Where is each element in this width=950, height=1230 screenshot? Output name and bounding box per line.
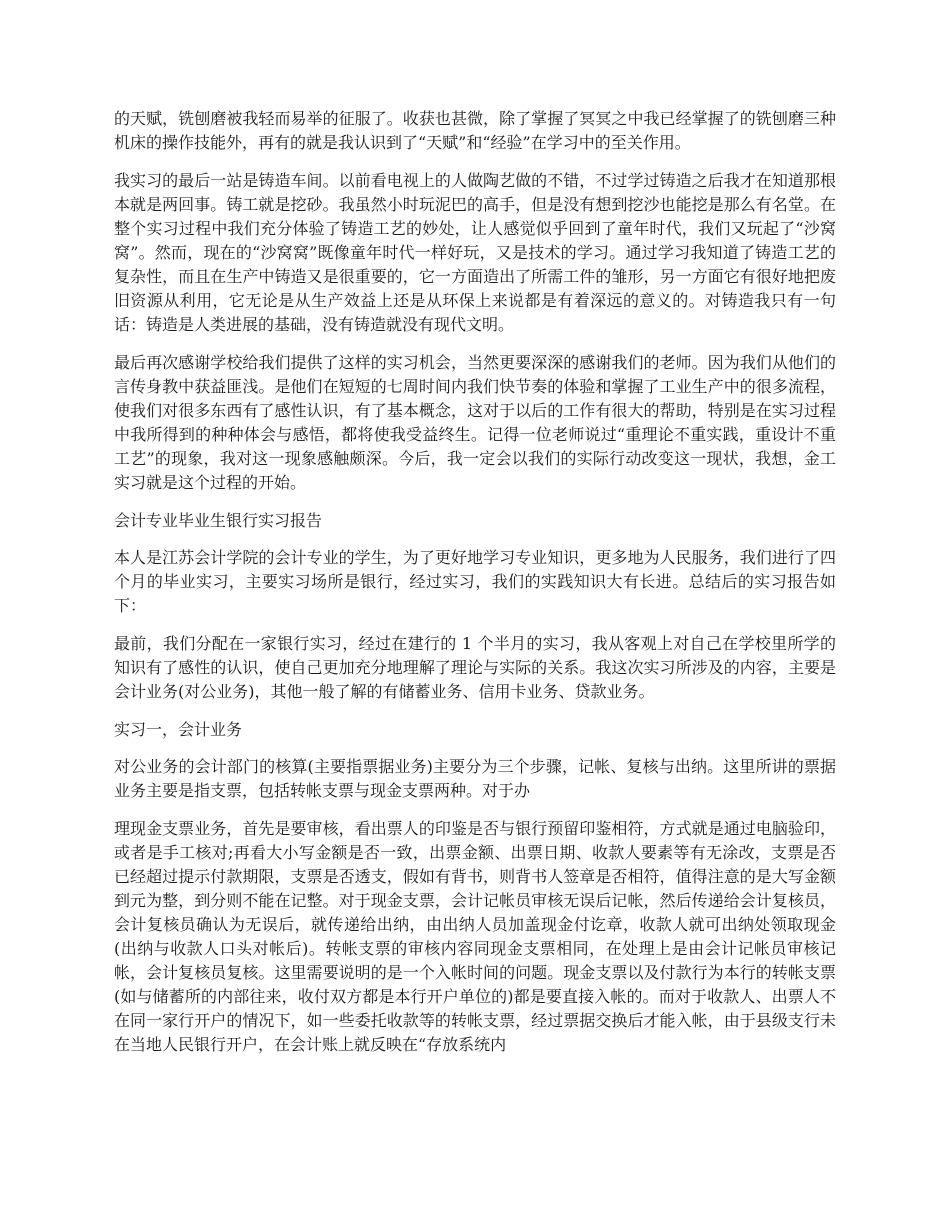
paragraph-thanks: 最后再次感谢学校给我们提供了这样的实习机会，当然更要深深的感谢我们的老师。因为我们从他们的言传身教中获益匪浅。是他们在短短的七周时间内我们快节奏的体验和掌握了工业生产中的很多流程，使我们对很多东西有了感性认识，有了基本概念，这对于以后的工作有很大的帮助，特别是在实习过程中我所得到的种种体会与感悟，都将使我受益终生。记得一位老师说过“重理论不重实践，重设计不重工艺”的现象，我对这一现象感触颇深。今后，我一定会以我们的实际行动改变这一现状，我想，金工实习就是这个过程的开始。 xyxy=(114,353,836,492)
document-page xyxy=(114,107,836,1071)
paragraph-cash-check: 理现金支票业务，首先是要审核，看出票人的印鉴是否与银行预留印鉴相符，方式就是通过电脑验印，或者是手工核对;再看大小写金额是否一致，出票金额、出票日期、收款人要素等有无涂改，支票是否已经超过提示付款期限，支票是否透支，假如有背书，则背书人签章是否相符，值得注意的是大写金额到元为整，到分则不能在记整。对于现金支票，会计记帐员审核无误后记帐，然后传递给会计复核员，会计复核员确认为无误后，就传递给出纳，由出纳人员加盖现金付讫章，收款人就可出纳处领取现金(出纳与收款人口头对帐后)。转帐支票的审核内容同现金支票相同，在处理上是由会计记帐员审核记帐，会计复核员复核。这里需要说明的是一个入帐时间的问题。现金支票以及付款行为本行的转帐支票(如与储蓄所的内部往来，收付双方都是本行开户单位的)都是要直接入帐的。而对于收款人、出票人不在同一家行开户的情况下，如一些委托收款等的转帐支票，经过票据交换后才能入帐，由于县级支行未在当地人民银行开户，在会计账上就反映在“存放系统内 xyxy=(114,819,836,1054)
paragraph-accounting-steps: 对公业务的会计部门的核算(主要指票据业务)主要分为三个步骤，记帐、复核与出纳。这里所讲的票据业务主要是指支票，包括转帐支票与现金支票两种。对于办 xyxy=(114,757,836,800)
paragraph-casting-workshop: 我实习的最后一站是铸造车间。以前看电视上的人做陶艺做的不错，不过学过铸造之后我才在知道那根本就是两回事。铸工就是挖砂。我虽然小时玩泥巴的高手，但是没有想到挖沙也能挖是那么有名堂。在整个实习过程中我们充分体验了铸造工艺的妙处，让人感觉似乎回到了童年时代，我们又玩起了“沙窝窝”。然而，现在的“沙窝窝”既像童年时代一样好玩，又是技术的学习。通过学习我知道了铸造工艺的复杂性，而且在生产中铸造又是很重要的，它一方面造出了所需工件的雏形，另一方面它有很好地把废旧资源从利用，它无论是从生产效益上还是从环保上来说都是有着深远的意义的。对铸造我只有一句话：铸造是人类进展的基础，没有铸造就没有现代文明。 xyxy=(114,171,836,334)
paragraph-assignment: 最前，我们分配在一家银行实习，经过在建行的 1 个半月的实习，我从客观上对自己在学校里所学的知识有了感性的认识，使自己更加充分地理解了理论与实际的关系。我这次实习所涉及的内容，主要是会计业务(对公业务)，其他一般了解的有储蓄业务、信用卡业务、贷款业务。 xyxy=(114,634,836,701)
paragraph-casting-talent: 的天赋，铣刨磨被我轻而易举的征服了。收获也甚微，除了掌握了冥冥之中我已经掌握了的铣刨磨三种机床的操作技能外，再有的就是我认识到了“天赋”和“经验”在学习中的至关作用。 xyxy=(114,109,836,152)
subsection-title: 实习一，会计业务 xyxy=(114,720,243,739)
paragraph-intro: 本人是江苏会计学院的会计专业的学生，为了更好地学习专业知识，更多地为人民服务，我们进行了四个月的毕业实习，主要实习场所是银行，经过实习，我们的实践知识大有长进。总结后的实习报告如下： xyxy=(114,548,836,615)
section-title: 会计专业毕业生银行实习报告 xyxy=(114,511,323,530)
